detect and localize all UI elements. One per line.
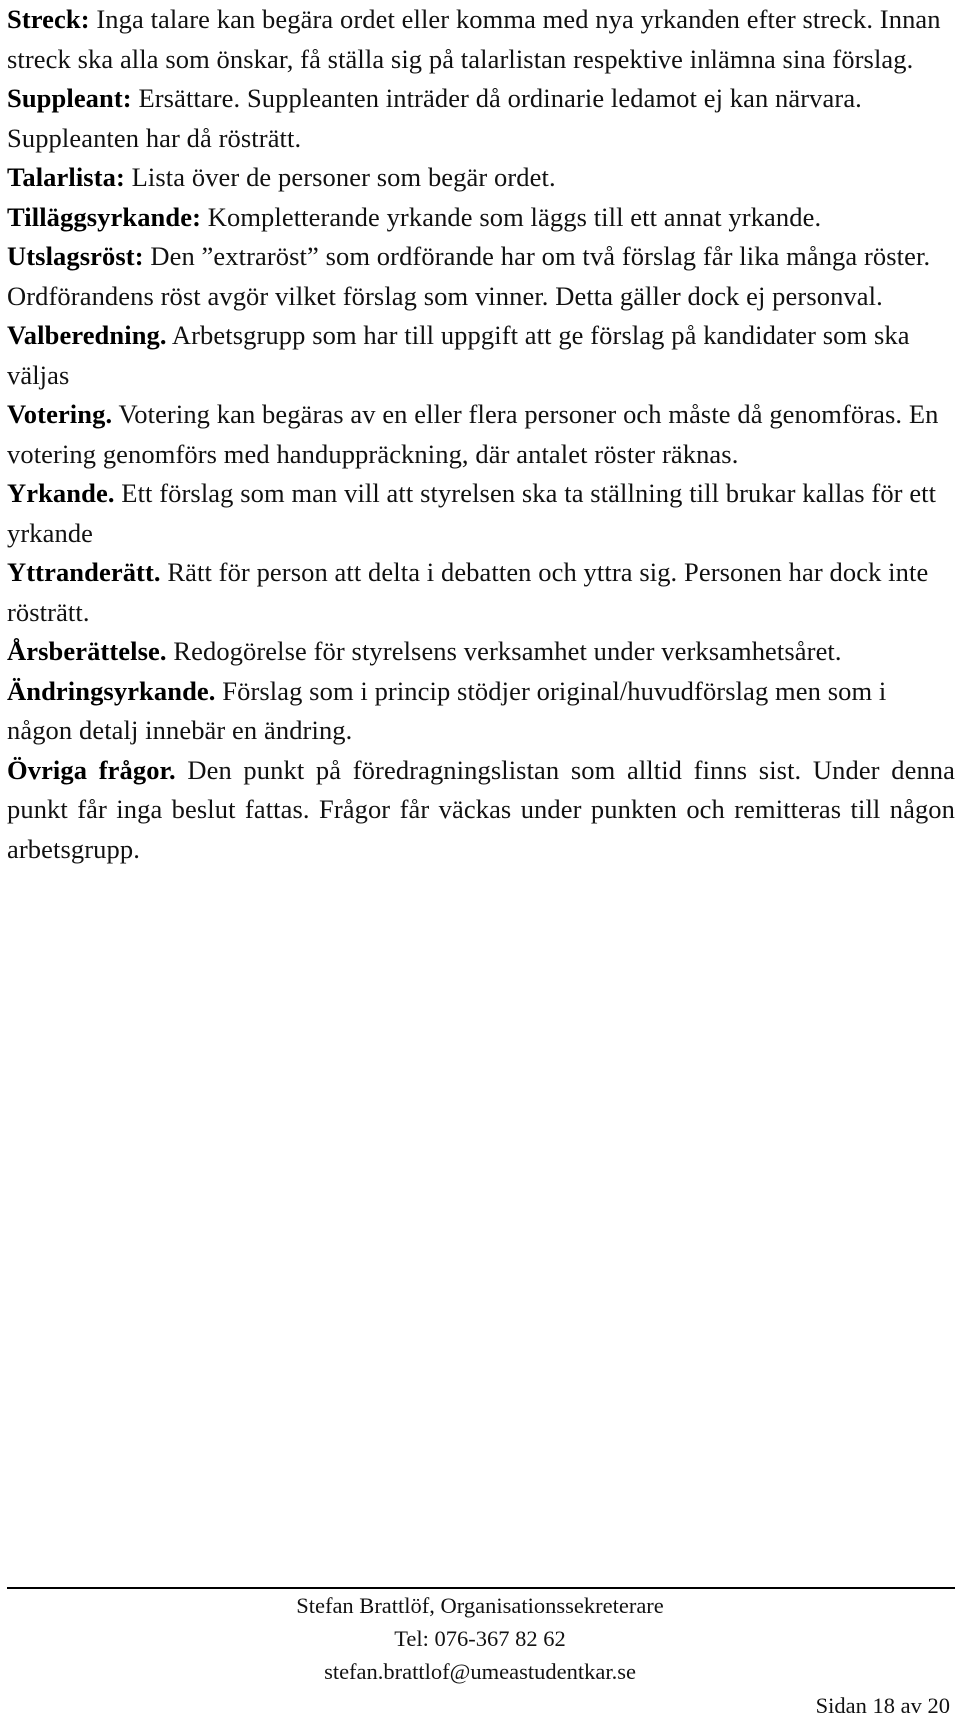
glossary-definition: Förslag som i princip stödjer original/huvudförslag men som i någon detalj innebär en ändring. [7,675,887,745]
glossary-definition: Kompletterande yrkande som läggs till ett annat yrkande. [207,201,822,232]
glossary-entry-votering [7,395,955,474]
glossary-definition: Den punkt på föredragningslistan som alltid finns sist. Under denna punkt får inga beslut fattas. Frågor får väckas under punkten och remitteras till någon arbetsgrupp. [7,754,956,864]
glossary-entry-streck [7,0,955,79]
page-number: Sidan 18 av 20 [815,1693,950,1718]
glossary-definition: Votering kan begäras av en eller flera personer och måste då genomföras. En votering genomförs med handuppräckning, där antalet röster räknas. [7,399,939,469]
glossary-entry-yrkande [7,474,955,553]
footer-phone: Tel: 076-367 82 62 [394,1626,566,1651]
glossary-entry-andringsyrkande [7,672,955,751]
footer-contact [0,1589,960,1688]
glossary-definition: Lista över de personer som begär ordet. [131,162,556,192]
glossary-entry-ovriga-fragor [7,751,955,870]
glossary-entry-utslagsrost [7,237,955,316]
glossary-list [7,0,955,869]
glossary-term: Yttranderätt. [7,557,161,587]
glossary-term: Utslagsröst: [7,241,144,271]
glossary-term: Votering. [7,399,113,429]
glossary-entry-yttranderatt [7,553,955,632]
glossary-term: Streck: [7,4,90,34]
footer-email: stefan.brattlof@umeastudentkar.se [324,1659,636,1684]
glossary-definition: Den ”extraröst” som ordförande har om två förslag får lika många röster. Ordförandens röst avgör vilket förslag som vinner. Detta gäller dock ej personval. [7,241,931,311]
glossary-term: Ändringsyrkande. [7,675,216,706]
glossary-entry-tillaggsyrkande [7,198,955,238]
glossary-term: Övriga frågor. [7,754,176,785]
glossary-term: Valberedning. [7,320,167,350]
glossary-term: Yrkande. [7,478,115,508]
glossary-definition: Arbetsgrupp som har till uppgift att ge förslag på kandidater som ska väljas [7,320,910,390]
footer-author: Stefan Brattlöf, Organisationssekreterare [296,1593,664,1618]
glossary-term: Årsberättelse. [7,636,167,666]
glossary-definition: Ersättare. Suppleanten inträder då ordinarie ledamot ej kan närvara. Suppleanten har då rösträtt. [7,83,862,153]
glossary-entry-talarlista [7,158,955,198]
glossary-definition: Ett förslag som man vill att styrelsen ska ta ställning till brukar kallas för ett yrkande [7,478,937,548]
glossary-entry-suppleant [7,79,955,158]
glossary-term: Suppleant: [7,83,132,113]
glossary-entry-valberedning [7,316,955,395]
glossary-term: Tilläggsyrkande: [7,201,202,232]
glossary-definition: Rätt för person att delta i debatten och yttra sig. Personen har dock inte rösträtt. [7,557,929,627]
glossary-term: Talarlista: [7,162,125,192]
glossary-definition: Redogörelse för styrelsens verksamhet under verksamhetsåret. [173,636,842,666]
glossary-entry-arsberattelse [7,632,955,672]
glossary-definition: Inga talare kan begära ordet eller komma med nya yrkanden efter streck. Innan streck ska alla som önskar, få ställa sig på talarlistan respektive inlämna sina förslag. [7,4,941,74]
